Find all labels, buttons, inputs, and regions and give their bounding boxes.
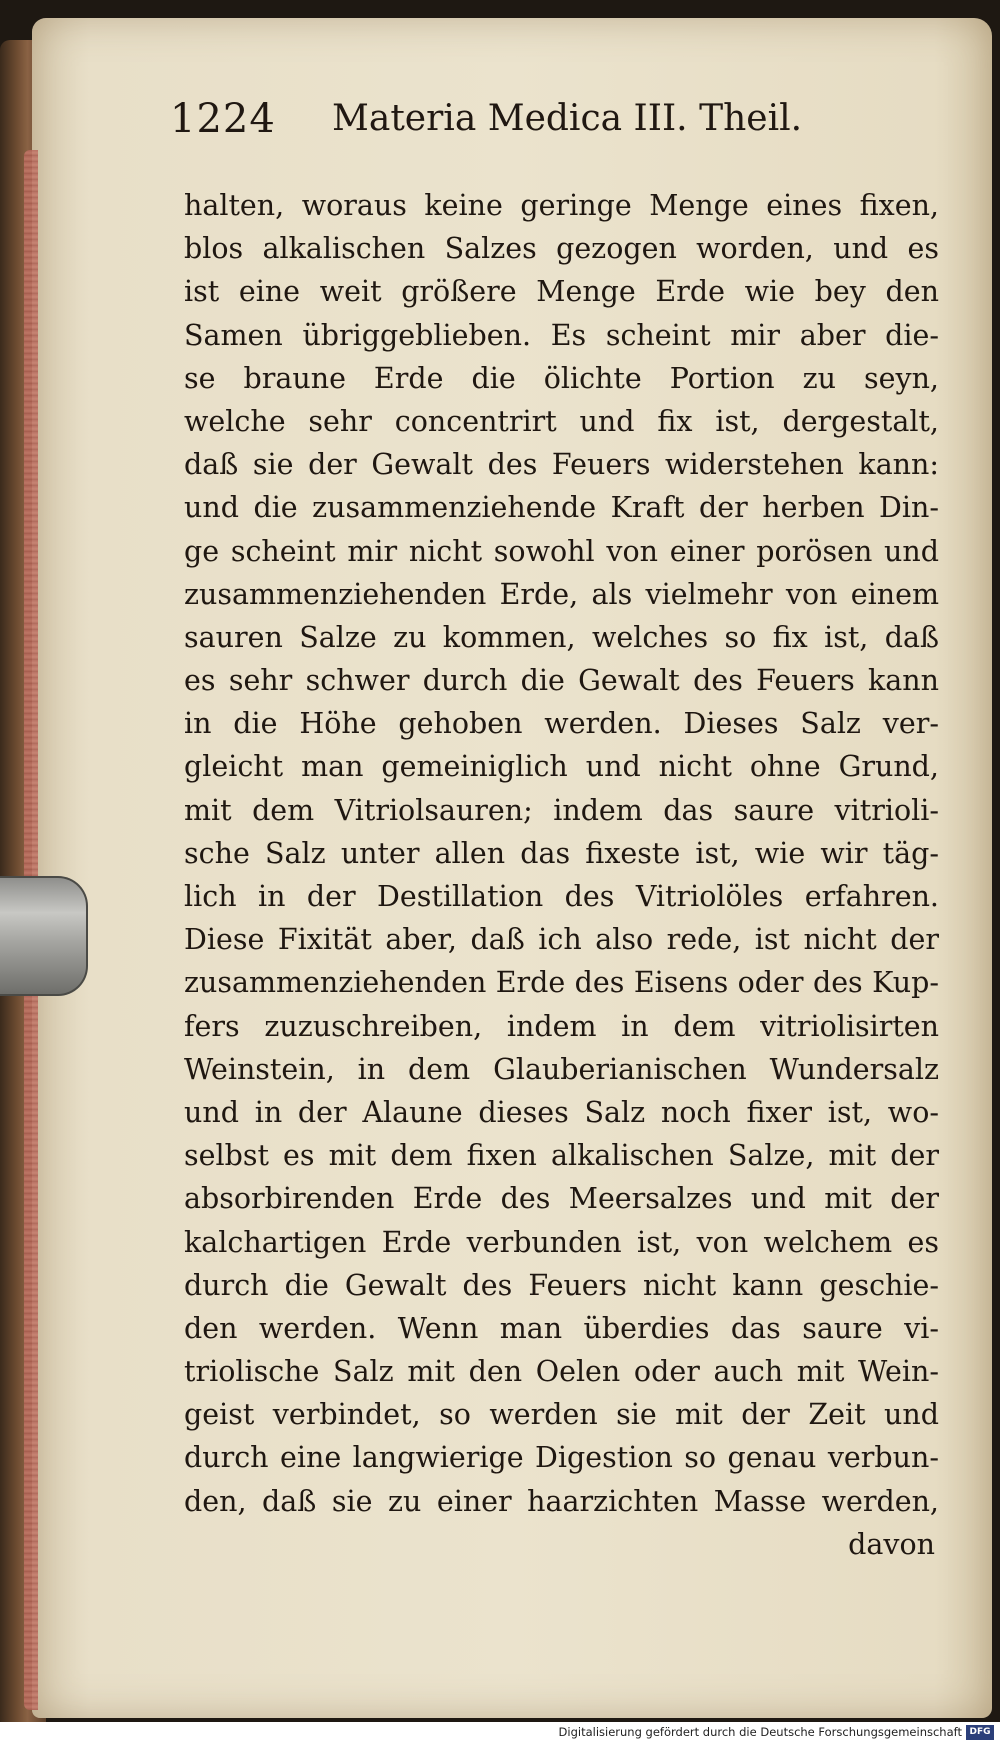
page-number: 1224 (170, 96, 276, 142)
text-line: mit dem Vitriolsauren; indem das saure vitrioli- (184, 793, 939, 827)
text-line: und in der Alaune dieses Salz noch fixer ist, wo- (184, 1095, 939, 1129)
text-line: gleicht man gemeiniglich und nicht ohne Grund, (184, 750, 939, 784)
text-line: triolische Salz mit den Oelen oder auch mit Wein- (184, 1355, 939, 1389)
text-line: und die zusammenziehende Kraft der herben Din- (184, 491, 939, 525)
text-line: Samen übriggeblieben. Es scheint mir aber die- (184, 318, 939, 352)
text-line: sche Salz unter allen das fixeste ist, wie wir täg- (184, 836, 939, 870)
text-line: sauren Salze zu kommen, welches so fix ist, daß (184, 620, 939, 654)
text-line: Diese Fixität aber, daß ich also rede, ist nicht der (184, 923, 939, 957)
text-line: zusammenziehenden Erde, als vielmehr von einem (184, 577, 939, 611)
running-head (170, 96, 870, 156)
text-line: absorbirenden Erde des Meersalzes und mit der (184, 1182, 939, 1216)
text-line: den, daß sie zu einer haarzichten Masse werden, (184, 1484, 939, 1518)
text-line: ist eine weit größere Menge Erde wie bey den (184, 275, 939, 309)
text-line: lich in der Destillation des Vitriolöles erfahren. (184, 880, 939, 913)
text-line: selbst es mit dem fixen alkalischen Salze, mit der (184, 1139, 939, 1173)
text-line: zusammenziehenden Erde des Eisens oder des Kup- (184, 966, 939, 1000)
text-line: halten, woraus keine geringe Menge eines fixen, (184, 189, 939, 222)
text-line: Weinstein, in dem Glauberianischen Wundersalz (184, 1052, 939, 1086)
page-clip (0, 876, 88, 996)
text-line: welche sehr concentrirt und fix ist, dergestalt, (184, 404, 939, 438)
funding-credit: Digitalisierung gefördert durch die Deutsche Forschungsgemeinschaft (558, 1725, 962, 1739)
body-text (184, 184, 939, 1566)
text-line: fers zuzuschreiben, indem in dem vitriolisirten (184, 1009, 939, 1043)
text-line: durch eine langwierige Digestion so genau verbun- (184, 1441, 939, 1475)
running-title: Materia Medica III. Theil. (332, 98, 803, 139)
text-line: kalchartigen Erde verbunden ist, von welchem es (184, 1225, 939, 1259)
text-line: blos alkalischen Salzes gezogen worden, und es (184, 232, 939, 266)
digitization-footer (0, 1722, 1000, 1744)
text-line: den werden. Wenn man überdies das saure vi- (184, 1311, 939, 1345)
text-line: ge scheint mir nicht sowohl von einer porösen und (184, 534, 939, 568)
text-line: se braune Erde die ölichte Portion zu seyn, (184, 361, 939, 395)
catchword: davon (848, 1527, 935, 1561)
text-line: durch die Gewalt des Feuers nicht kann geschie- (184, 1268, 939, 1302)
text-line: in die Höhe gehoben werden. Dieses Salz ver- (184, 707, 939, 741)
text-line: daß sie der Gewalt des Feuers widerstehen kann: (184, 448, 939, 482)
text-line: geist verbindet, so werden sie mit der Zeit und (184, 1398, 939, 1432)
dfg-logo: DFG (966, 1725, 994, 1740)
text-line: es sehr schwer durch die Gewalt des Feuers kann (184, 664, 939, 698)
